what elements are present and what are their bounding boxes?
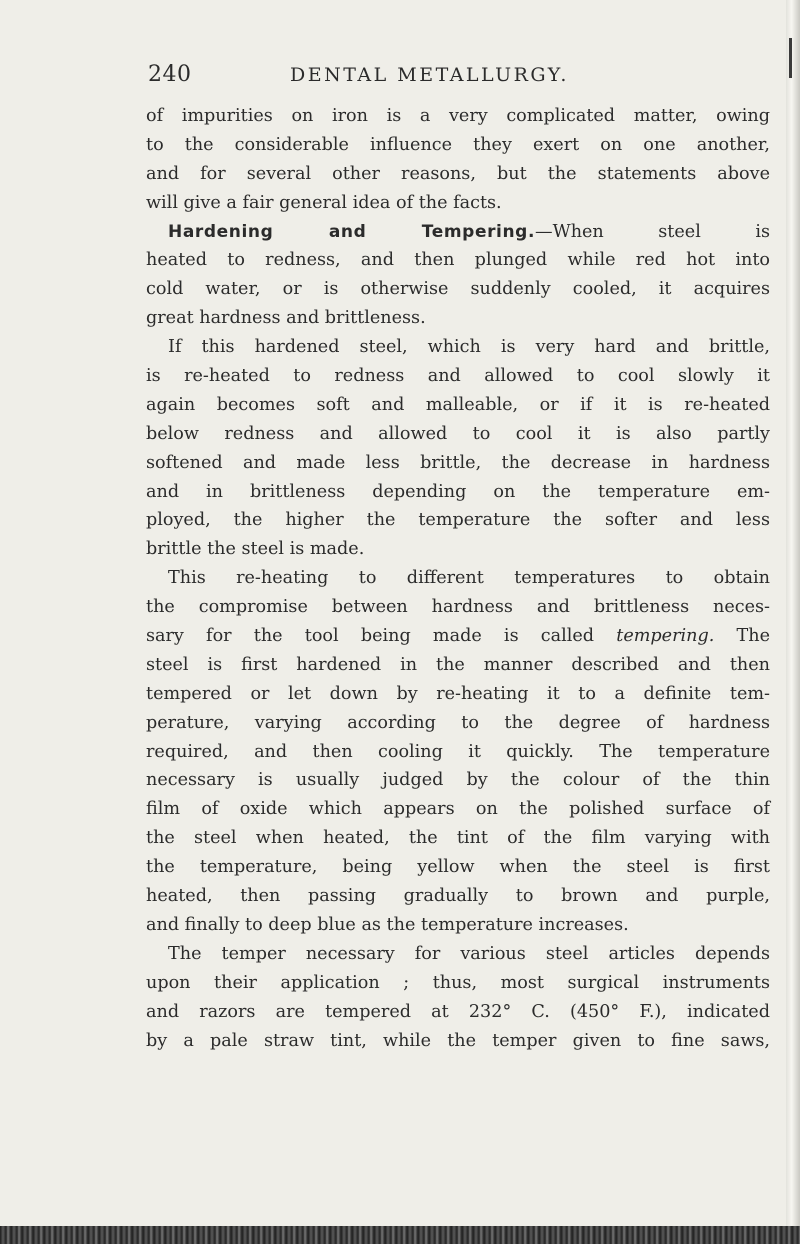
text-line: heated, then passing gradually to brown and purple, xyxy=(146,886,770,907)
text-line: tempered or let down by re-heating it to a definite tem- xyxy=(146,683,770,704)
text-line: required, and then cooling it quickly. The temperature xyxy=(146,741,770,762)
text-line: upon their application ; thus, most surgical instruments xyxy=(146,972,770,993)
text-line: steel is first hardened in the manner described and then xyxy=(146,654,770,675)
page-header xyxy=(148,62,708,92)
text-line: necessary is usually judged by the colour of the thin xyxy=(146,770,770,791)
text-line: is re-heated to redness and allowed to cool slowly it xyxy=(146,366,770,387)
italic-line-after: The xyxy=(714,626,770,647)
heading-line-text: —When steel is xyxy=(535,221,770,242)
italic-line-before: sary for the tool being made is called xyxy=(146,626,617,647)
text-line: heated to redness, and then plunged while red hot into xyxy=(146,250,770,271)
italic-term-line xyxy=(146,622,770,651)
text-line: the compromise between hardness and brittleness neces- xyxy=(146,597,770,618)
text-line: the temperature, being yellow when the steel is first xyxy=(146,857,770,878)
text-line: of impurities on iron is a very complicated matter, owing xyxy=(146,106,770,126)
text-line: softened and made less brittle, the decrease in hardness xyxy=(146,452,770,473)
text-line: film of oxide which appears on the polished surface of xyxy=(146,799,770,820)
text-line: cold water, or is otherwise suddenly cooled, it acquires xyxy=(146,279,770,300)
text-line: and razors are tempered at 232° C. (450° F.), indicated xyxy=(146,1001,770,1022)
text-line: and finally to deep blue as the temperature increases. xyxy=(146,914,629,935)
page-tab-mark xyxy=(789,38,792,78)
section-heading: Hardening and Tempering. xyxy=(168,221,536,242)
text-line: and in brittleness depending on the temperature em- xyxy=(146,481,770,502)
text-line: by a pale straw tint, while the temper given to fine saws, xyxy=(146,1030,770,1051)
running-title: DENTAL METALLURGY. xyxy=(290,64,569,86)
text-line: perature, varying according to the degree of hardness xyxy=(146,712,770,733)
text-line: will give a fair general idea of the facts. xyxy=(146,192,502,213)
text-line: This re-heating to different temperatures to obtain xyxy=(168,568,770,589)
text-line: to the considerable influence they exert on one another, xyxy=(146,134,770,155)
body-text xyxy=(146,102,770,1055)
text-line: and for several other reasons, but the statements above xyxy=(146,163,770,184)
text-line: brittle the steel is made. xyxy=(146,539,365,560)
text-line: again becomes soft and malleable, or if it is re-heated xyxy=(146,394,770,415)
text-line: The temper necessary for various steel articles depends xyxy=(168,943,770,964)
page-number: 240 xyxy=(148,62,192,87)
section-heading-line xyxy=(146,218,770,247)
page-edge xyxy=(786,0,800,1244)
text-line: ployed, the higher the temperature the softer and less xyxy=(146,510,770,531)
italic-term: tempering. xyxy=(616,626,715,647)
text-line: great hardness and brittleness. xyxy=(146,308,426,329)
scan-edge-band xyxy=(0,1226,800,1244)
text-line: the steel when heated, the tint of the film varying with xyxy=(146,828,770,849)
text-line: below redness and allowed to cool it is also partly xyxy=(146,423,770,444)
text-line: If this hardened steel, which is very hard and brittle, xyxy=(168,337,770,358)
